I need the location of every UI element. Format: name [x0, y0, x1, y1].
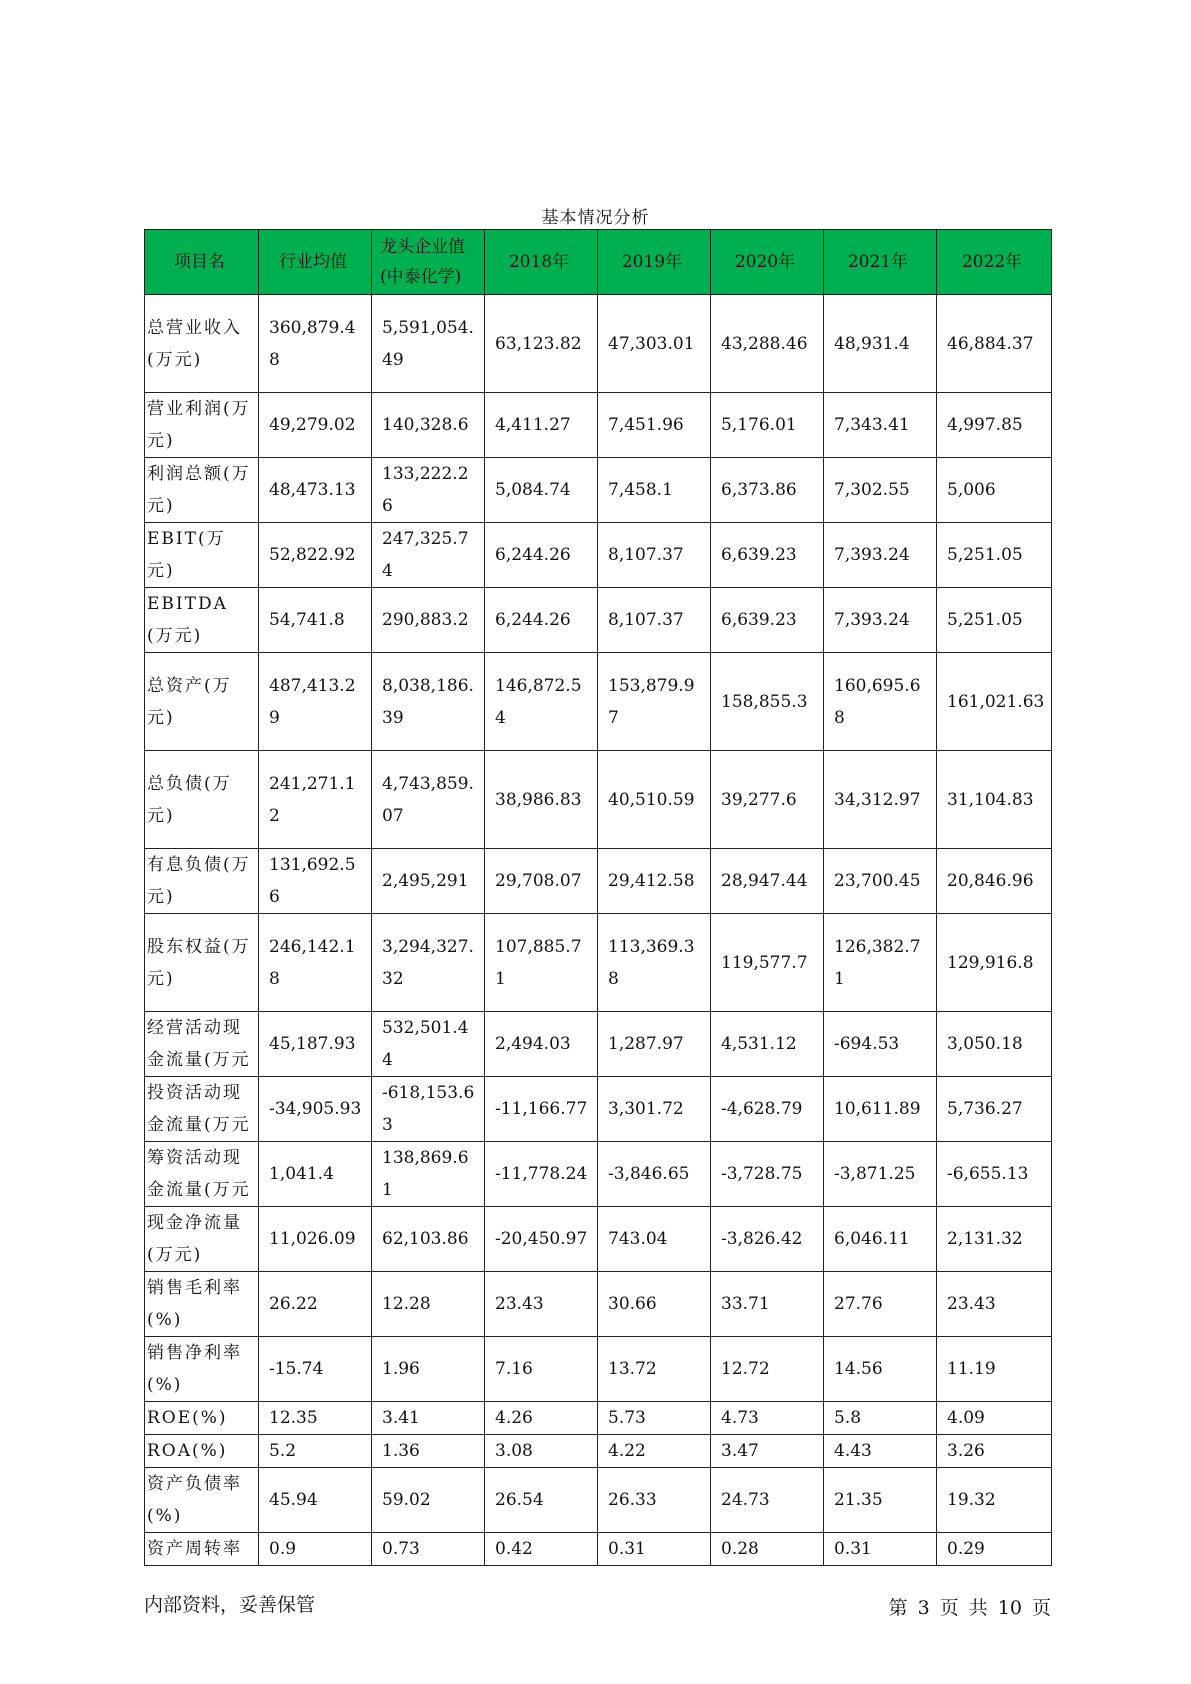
table-cell: 360,879.48: [259, 295, 372, 393]
table-cell: 4,411.27: [485, 393, 598, 458]
table-cell: -34,905.93: [259, 1077, 372, 1142]
table-cell: 48,931.4: [824, 295, 937, 393]
table-cell: 26.33: [598, 1468, 711, 1533]
table-cell: 62,103.86: [372, 1207, 485, 1272]
table-row: [145, 1142, 1052, 1207]
table-row: [145, 1402, 1052, 1435]
table-cell: 138,869.61: [372, 1142, 485, 1207]
row-label: ROE(%): [145, 1402, 259, 1435]
table-cell: 59.02: [372, 1468, 485, 1533]
table-row: [145, 458, 1052, 523]
table-cell: -11,166.77: [485, 1077, 598, 1142]
table-cell: 0.9: [259, 1533, 372, 1566]
table-cell: 5,251.05: [937, 588, 1052, 653]
table-cell: 5,176.01: [711, 393, 824, 458]
table-cell: 63,123.82: [485, 295, 598, 393]
table-body: [145, 295, 1052, 1566]
table-cell: -3,846.65: [598, 1142, 711, 1207]
table-cell: 23,700.45: [824, 849, 937, 914]
table-cell: 7,343.41: [824, 393, 937, 458]
financial-table: [144, 229, 1052, 1566]
table-cell: 3.41: [372, 1402, 485, 1435]
header-2021: 2021年: [824, 230, 937, 295]
table-cell: 31,104.83: [937, 751, 1052, 849]
header-leader-value: 龙头企业值(中泰化学): [372, 230, 485, 295]
table-cell: 45,187.93: [259, 1012, 372, 1077]
table-cell: 26.22: [259, 1272, 372, 1337]
table-row: [145, 1468, 1052, 1533]
table-cell: 0.28: [711, 1533, 824, 1566]
table-cell: -4,628.79: [711, 1077, 824, 1142]
table-cell: 19.32: [937, 1468, 1052, 1533]
row-label: 总资产(万元): [145, 653, 259, 751]
table-cell: 3.08: [485, 1435, 598, 1468]
table-cell: 38,986.83: [485, 751, 598, 849]
table-cell: -20,450.97: [485, 1207, 598, 1272]
table-cell: 113,369.38: [598, 914, 711, 1012]
row-label: 经营活动现金流量(万元: [145, 1012, 259, 1077]
row-label: 资产负债率(%): [145, 1468, 259, 1533]
table-cell: 6,373.86: [711, 458, 824, 523]
row-label: 总营业收入(万元): [145, 295, 259, 393]
table-cell: -15.74: [259, 1337, 372, 1402]
table-cell: 4.09: [937, 1402, 1052, 1435]
table-cell: 23.43: [937, 1272, 1052, 1337]
table-cell: 34,312.97: [824, 751, 937, 849]
row-label: 有息负债(万元): [145, 849, 259, 914]
row-label: 销售毛利率(%): [145, 1272, 259, 1337]
table-cell: 46,884.37: [937, 295, 1052, 393]
table-row: [145, 1337, 1052, 1402]
table-cell: 3.26: [937, 1435, 1052, 1468]
table-row: [145, 751, 1052, 849]
table-cell: 7,451.96: [598, 393, 711, 458]
table-cell: 4.43: [824, 1435, 937, 1468]
table-cell: 7,458.1: [598, 458, 711, 523]
table-cell: 6,244.26: [485, 588, 598, 653]
header-item-name: 项目名: [145, 230, 259, 295]
table-cell: 1.96: [372, 1337, 485, 1402]
table-row: [145, 1533, 1052, 1566]
table-cell: 0.31: [824, 1533, 937, 1566]
table-cell: 532,501.44: [372, 1012, 485, 1077]
table-cell: 1.36: [372, 1435, 485, 1468]
table-row: [145, 295, 1052, 393]
row-label: 投资活动现金流量(万元: [145, 1077, 259, 1142]
table-cell: 43,288.46: [711, 295, 824, 393]
table-cell: 39,277.6: [711, 751, 824, 849]
table-cell: 153,879.97: [598, 653, 711, 751]
table-cell: 14.56: [824, 1337, 937, 1402]
table-cell: 33.71: [711, 1272, 824, 1337]
table-row: [145, 914, 1052, 1012]
table-cell: 7.16: [485, 1337, 598, 1402]
row-label: 营业利润(万元): [145, 393, 259, 458]
table-cell: 40,510.59: [598, 751, 711, 849]
row-label: 资产周转率: [145, 1533, 259, 1566]
table-cell: 5.73: [598, 1402, 711, 1435]
table-cell: 10,611.89: [824, 1077, 937, 1142]
table-cell: 129,916.8: [937, 914, 1052, 1012]
table-cell: 48,473.13: [259, 458, 372, 523]
table-cell: 161,021.63: [937, 653, 1052, 751]
table-cell: 28,947.44: [711, 849, 824, 914]
table-cell: 52,822.92: [259, 523, 372, 588]
table-cell: 27.76: [824, 1272, 937, 1337]
table-cell: 7,393.24: [824, 523, 937, 588]
table-cell: 1,287.97: [598, 1012, 711, 1077]
table-cell: 11.19: [937, 1337, 1052, 1402]
row-label: 利润总额(万元): [145, 458, 259, 523]
table-cell: 4.26: [485, 1402, 598, 1435]
header-2022: 2022年: [937, 230, 1052, 295]
table-cell: -3,871.25: [824, 1142, 937, 1207]
table-cell: 7,302.55: [824, 458, 937, 523]
table-cell: 140,328.6: [372, 393, 485, 458]
header-row: [145, 230, 1052, 295]
table-row: [145, 653, 1052, 751]
table-row: [145, 1435, 1052, 1468]
table-cell: -3,728.75: [711, 1142, 824, 1207]
table-caption: 基本情况分析: [541, 208, 650, 228]
table-cell: 26.54: [485, 1468, 598, 1533]
table-cell: 13.72: [598, 1337, 711, 1402]
table-cell: 8,038,186.39: [372, 653, 485, 751]
table-cell: 6,244.26: [485, 523, 598, 588]
header-2020: 2020年: [711, 230, 824, 295]
table-cell: 133,222.26: [372, 458, 485, 523]
table-cell: 12.35: [259, 1402, 372, 1435]
table-cell: -694.53: [824, 1012, 937, 1077]
table-cell: 20,846.96: [937, 849, 1052, 914]
table-cell: 4.73: [711, 1402, 824, 1435]
table-cell: 8,107.37: [598, 588, 711, 653]
table-cell: 12.72: [711, 1337, 824, 1402]
table-cell: 146,872.54: [485, 653, 598, 751]
table-cell: 3,301.72: [598, 1077, 711, 1142]
table-row: [145, 849, 1052, 914]
table-cell: 131,692.56: [259, 849, 372, 914]
table-cell: 23.43: [485, 1272, 598, 1337]
table-cell: 21.35: [824, 1468, 937, 1533]
table-cell: 4.22: [598, 1435, 711, 1468]
footer-confidential: 内部资料，妥善保管: [144, 1594, 316, 1616]
table-cell: 5,006: [937, 458, 1052, 523]
table-row: [145, 523, 1052, 588]
table-cell: 6,639.23: [711, 523, 824, 588]
table-cell: 3.47: [711, 1435, 824, 1468]
table-cell: 45.94: [259, 1468, 372, 1533]
table-cell: 24.73: [711, 1468, 824, 1533]
header-2018: 2018年: [485, 230, 598, 295]
table-cell: 4,997.85: [937, 393, 1052, 458]
table-row: [145, 1012, 1052, 1077]
table-cell: 5.2: [259, 1435, 372, 1468]
table-cell: 11,026.09: [259, 1207, 372, 1272]
table-cell: 158,855.3: [711, 653, 824, 751]
header-2019: 2019年: [598, 230, 711, 295]
row-label: EBIT(万元): [145, 523, 259, 588]
table-row: [145, 1207, 1052, 1272]
table-cell: 0.42: [485, 1533, 598, 1566]
table-cell: 12.28: [372, 1272, 485, 1337]
table-cell: 29,708.07: [485, 849, 598, 914]
table-cell: 126,382.71: [824, 914, 937, 1012]
table-cell: -3,826.42: [711, 1207, 824, 1272]
table-cell: 30.66: [598, 1272, 711, 1337]
row-label: 股东权益(万元): [145, 914, 259, 1012]
table-cell: 3,050.18: [937, 1012, 1052, 1077]
table-cell: 5,084.74: [485, 458, 598, 523]
table-cell: 6,639.23: [711, 588, 824, 653]
table-row: [145, 1077, 1052, 1142]
table-cell: 160,695.68: [824, 653, 937, 751]
table-cell: 0.73: [372, 1533, 485, 1566]
table-cell: 47,303.01: [598, 295, 711, 393]
table-row: [145, 393, 1052, 458]
page-number: 第 3 页 共 10 页: [888, 1597, 1051, 1619]
table-cell: 119,577.7: [711, 914, 824, 1012]
table-cell: 107,885.71: [485, 914, 598, 1012]
table-cell: 2,131.32: [937, 1207, 1052, 1272]
table-cell: -6,655.13: [937, 1142, 1052, 1207]
table-cell: 0.29: [937, 1533, 1052, 1566]
table-cell: 5.8: [824, 1402, 937, 1435]
table-cell: 487,413.29: [259, 653, 372, 751]
table-cell: 2,495,291: [372, 849, 485, 914]
table-cell: 290,883.2: [372, 588, 485, 653]
table-cell: 5,736.27: [937, 1077, 1052, 1142]
table-cell: 241,271.12: [259, 751, 372, 849]
table-cell: 743.04: [598, 1207, 711, 1272]
table-row: [145, 588, 1052, 653]
table-cell: 1,041.4: [259, 1142, 372, 1207]
table-cell: 0.31: [598, 1533, 711, 1566]
table-cell: 49,279.02: [259, 393, 372, 458]
table-cell: 29,412.58: [598, 849, 711, 914]
row-label: 总负债(万元): [145, 751, 259, 849]
row-label: 销售净利率(%): [145, 1337, 259, 1402]
table-cell: 8,107.37: [598, 523, 711, 588]
table-cell: 7,393.24: [824, 588, 937, 653]
table-cell: 5,591,054.49: [372, 295, 485, 393]
table-cell: 5,251.05: [937, 523, 1052, 588]
table-cell: 54,741.8: [259, 588, 372, 653]
table-row: [145, 1272, 1052, 1337]
header-industry-avg: 行业均值: [259, 230, 372, 295]
table-cell: 4,743,859.07: [372, 751, 485, 849]
table-cell: -11,778.24: [485, 1142, 598, 1207]
row-label: 现金净流量(万元): [145, 1207, 259, 1272]
table-cell: 246,142.18: [259, 914, 372, 1012]
row-label: EBITDA(万元): [145, 588, 259, 653]
table-cell: 2,494.03: [485, 1012, 598, 1077]
table-cell: -618,153.63: [372, 1077, 485, 1142]
table-cell: 4,531.12: [711, 1012, 824, 1077]
table-cell: 6,046.11: [824, 1207, 937, 1272]
row-label: 筹资活动现金流量(万元: [145, 1142, 259, 1207]
table-cell: 247,325.74: [372, 523, 485, 588]
row-label: ROA(%): [145, 1435, 259, 1468]
table-cell: 3,294,327.32: [372, 914, 485, 1012]
